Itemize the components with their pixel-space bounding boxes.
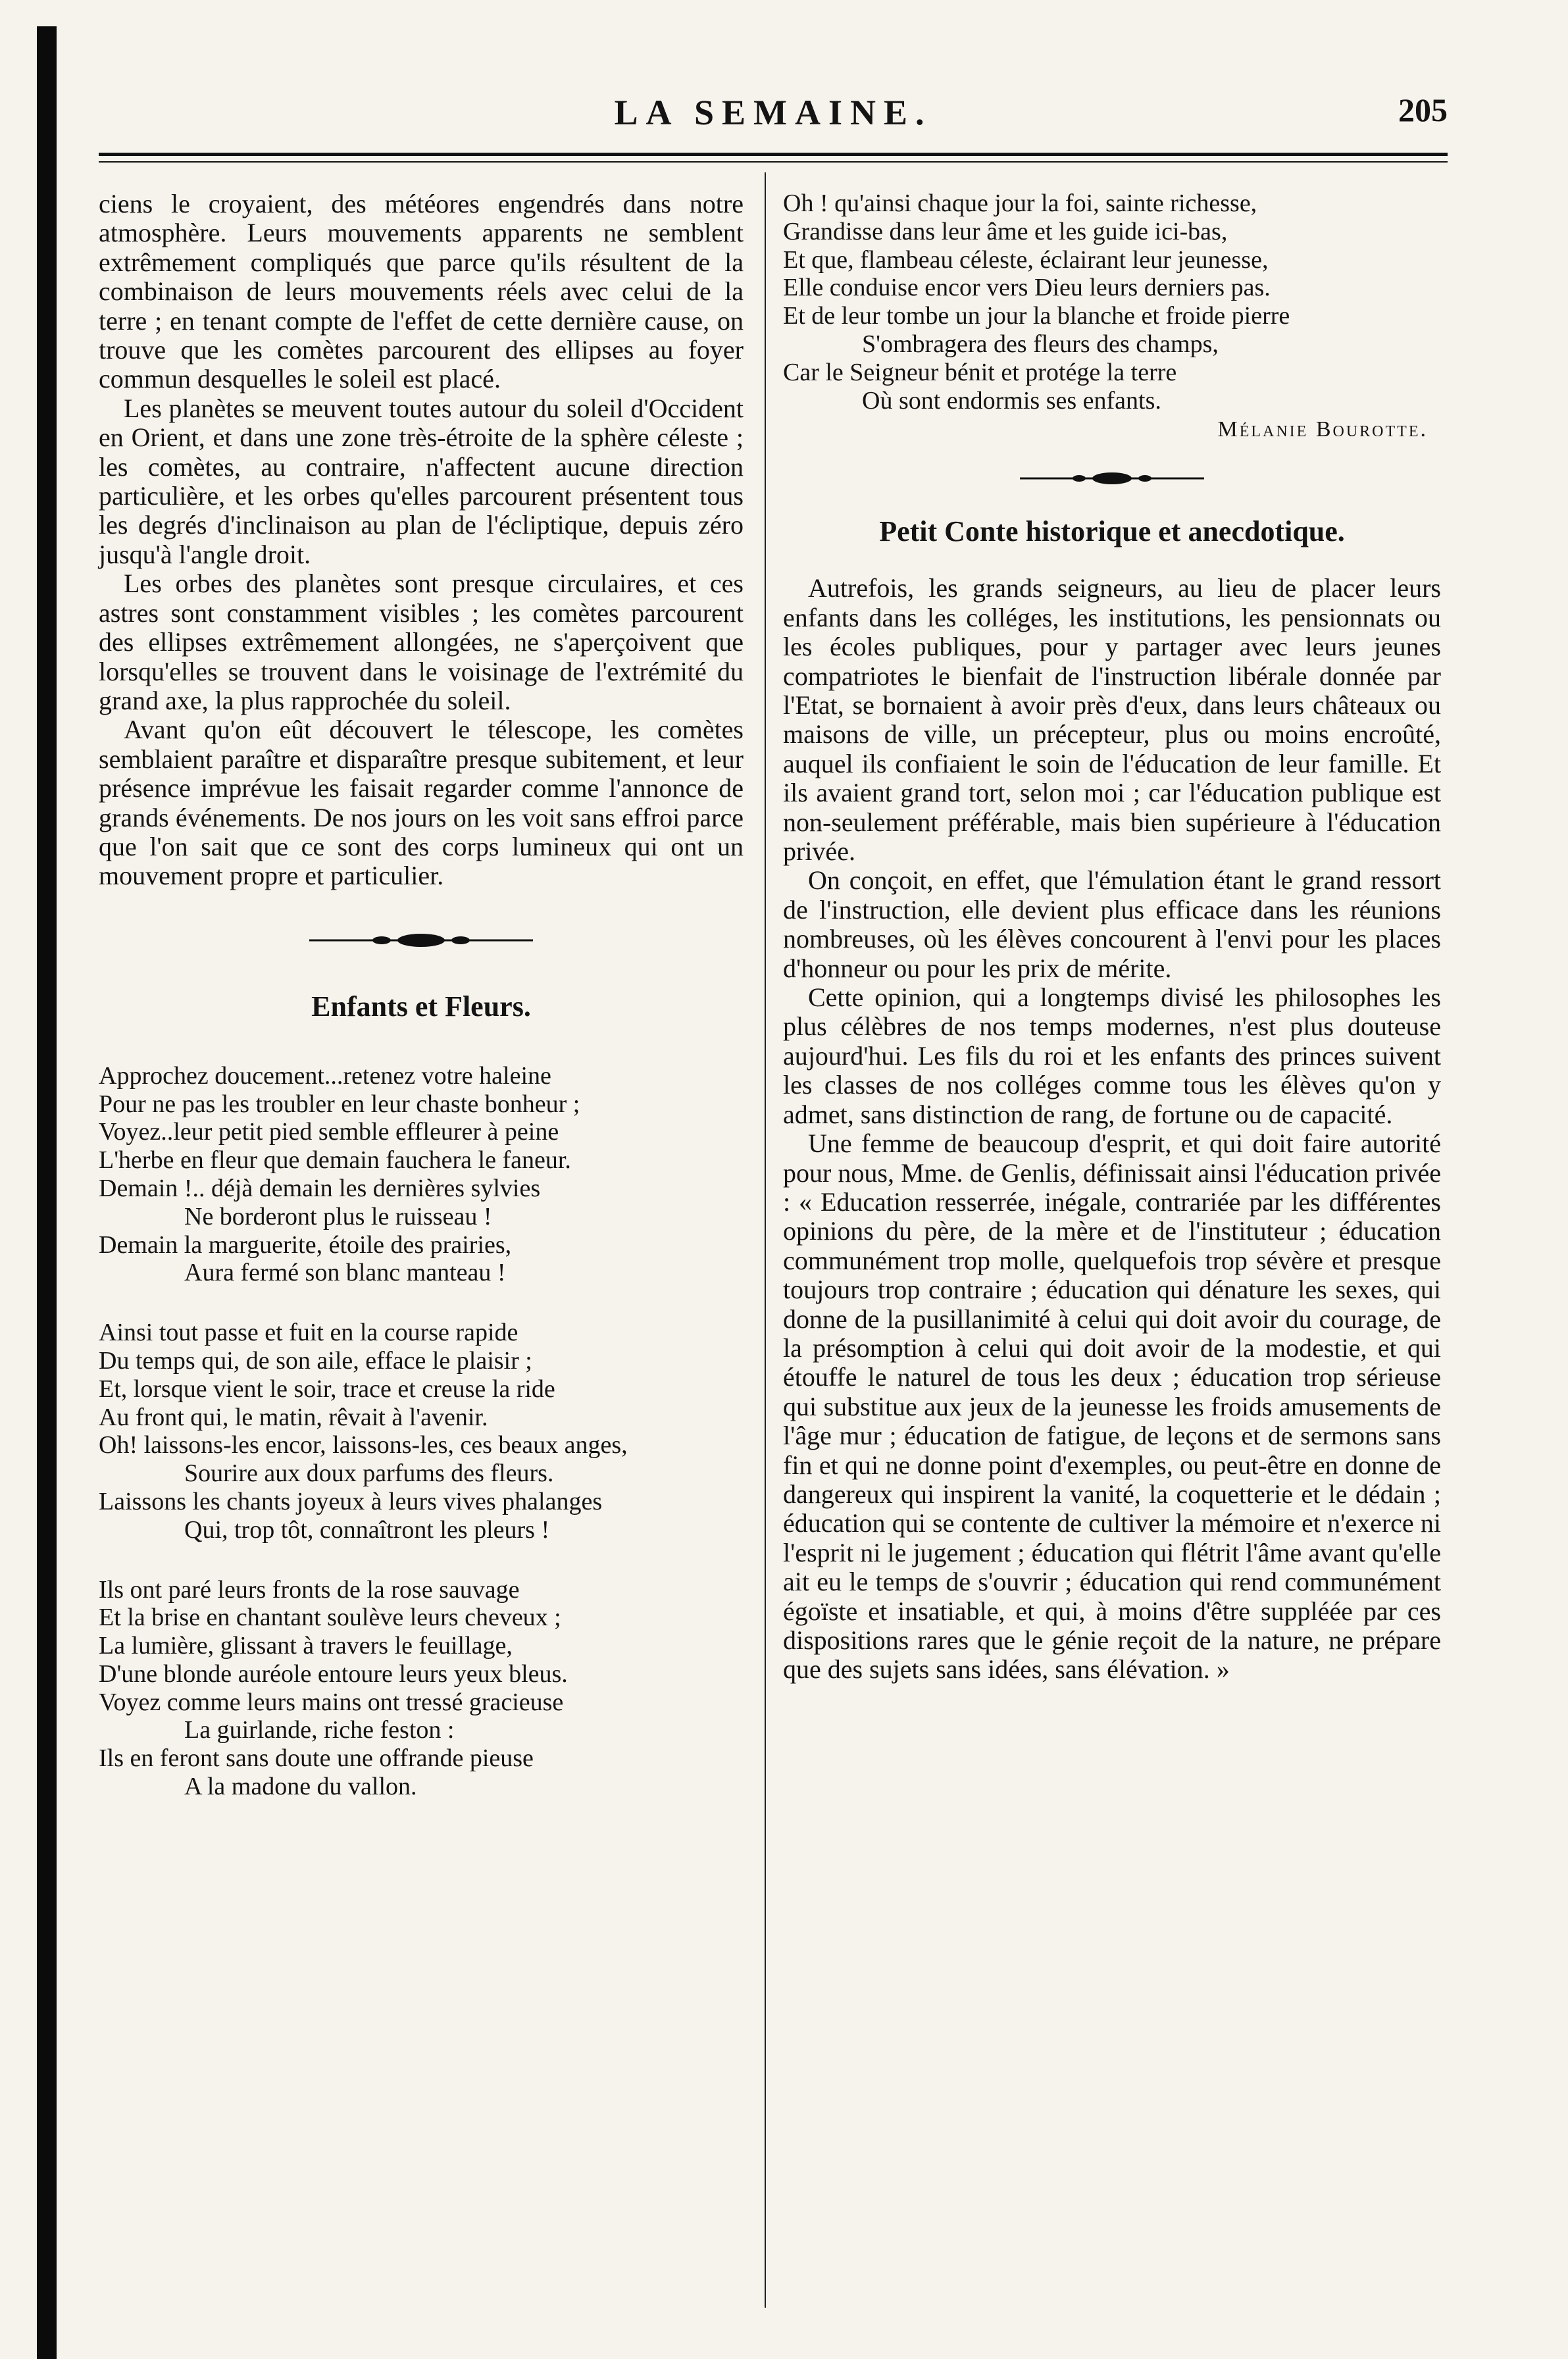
right-column (783, 190, 1441, 1685)
poem-line: Oh! laissons-les encor, laissons-les, ces beaux anges, (99, 1431, 628, 1459)
poem-stanza (99, 1319, 744, 1544)
poem-line: Au front qui, le matin, rêvait à l'avenir. (99, 1403, 488, 1431)
poem-line: A la madone du vallon. (184, 1773, 417, 1801)
poem-line: Voyez comme leurs mains ont tressé gracieuse (99, 1688, 564, 1716)
poem-line: Ainsi tout passe et fuit en la course rapide (99, 1319, 518, 1347)
poem-line: La guirlande, riche feston : (184, 1716, 455, 1744)
poem-line: Grandisse dans leur âme et les guide ici-bas, (783, 217, 1228, 245)
poem-line: Et que, flambeau céleste, éclairant leur jeunesse, (783, 245, 1269, 274)
poem-stanza (99, 1062, 744, 1287)
poem-line: Et la brise en chantant soulève leurs cheveux ; (99, 1604, 561, 1632)
poem-line: Oh ! qu'ainsi chaque jour la foi, sainte richesse, (783, 190, 1257, 217)
poem-line: Elle conduise encor vers Dieu leurs derniers pas. (783, 274, 1271, 302)
page-number: 205 (1398, 91, 1448, 128)
story-paragraph: On conçoit, en effet, que l'émulation étant le grand ressort de l'instruction, elle devient plus efficace dans les réunions nombreuses, où les élèves concourent à l'envi pour les places d'honneur ou pour les prix de mérite. (783, 865, 1441, 983)
poem-continuation (783, 190, 1441, 415)
poem-line: Ils en feront sans doute une offrande pieuse (99, 1744, 534, 1773)
header-rule-thick (99, 153, 1448, 156)
poem-line: L'herbe en fleur que demain fauchera le faneur. (99, 1146, 571, 1175)
poem-line: Sourire aux doux parfums des fleurs. (184, 1459, 554, 1488)
poem-line: Ils ont paré leurs fronts de la rose sauvage (99, 1575, 520, 1604)
poem-line: Où sont endormis ses enfants. (862, 386, 1161, 415)
newspaper-page (99, 0, 1448, 2359)
ornament-divider-icon (303, 930, 540, 950)
story-paragraph: Autrefois, les grands seigneurs, au lieu de placer leurs enfants dans les colléges, les institutions, les pensionnats ou les écoles publiques, pour y partager avec leurs jeunes compatriotes le bienfait de l'instruction libérale donnée par l'Etat, se bornaient à avoir près d'eux, dans leurs châteaux ou maisons de ville, un précepteur, plus ou moins encroûté, auquel ils confiaient le soin de l'éducation de leur famille. Et ils avaient grand tort, selon moi ; car l'éducation publique est non-seulement préférable, mais bien supérieure à l'éducation privée. (783, 573, 1441, 867)
poem-line: Du temps qui, de son aile, efface le plaisir ; (99, 1346, 532, 1375)
page-header (99, 86, 1448, 145)
poem-signature: Mélanie Bourotte. (1217, 417, 1428, 442)
journal-title: LA SEMAINE. (614, 93, 932, 132)
poem-line: Ne borderont plus le ruisseau ! (184, 1202, 492, 1230)
poem-title: Enfants et Fleurs. (311, 990, 531, 1023)
story-paragraph: Cette opinion, qui a longtemps divisé les philosophes les plus célèbres de nos temps modernes, n'est plus douteuse aujourd'hui. Les fils du roi et les enfants des princes suivent les classes de nos colléges comme tous les élèves qu'on y admet, sans distinction de rang, de fortune ou de capacité. (783, 982, 1441, 1129)
poem-line: Voyez..leur petit pied semble effleurer à peine (99, 1118, 559, 1146)
header-rule-thin (99, 161, 1448, 163)
article-paragraph: Les orbes des planètes sont presque circulaires, et ces astres sont constamment visibles ; les comètes parcourent des ellipses extrêmement allongées, ne s'aperçoivent que lorsqu'elles se trouvent dans le voisinage de l'extrémité du grand axe, la plus rapprochée du soleil. (99, 569, 744, 715)
section-ornament (99, 891, 744, 990)
column-divider (765, 172, 766, 2308)
poem-stanza (99, 1576, 744, 1801)
page-binding-edge (37, 26, 57, 2359)
poem-line: Et de leur tombe un jour la blanche et froide pierre (783, 302, 1290, 330)
poem-line: Et, lorsque vient le soir, trace et creuse la ride (99, 1375, 555, 1403)
poem-line: Demain !.. déjà demain les dernières sylvies (99, 1174, 541, 1202)
article-paragraph: Les planètes se meuvent toutes autour du soleil d'Occident en Orient, et dans une zone très-étroite de la sphère céleste ; les comètes, au contraire, n'affectent aucune direction particulière, et les orbes qu'elles parcourent présentent tous les degrés d'inclinaison au plan de l'écliptique, depuis zéro jusqu'à l'angle droit. (99, 393, 744, 569)
poem-line: La lumière, glissant à travers le feuillage, (99, 1632, 513, 1660)
story-paragraph: Une femme de beaucoup d'esprit, et qui doit faire autorité pour nous, Mme. de Genlis, définissait ainsi l'éducation privée : « Education resserrée, inégale, contrariée par les différentes opinions du père, de la mère et de l'instituteur ; éducation communément trop molle, quelquefois trop sévère et presque toujours trop contraire ; éducation qui dénature les sexes, qui donne de la pusillanimité à celui qui doit avoir du courage, de la présomption à celui qui doit avoir de la modestie, et qui étouffe le naturel de tous les deux ; éducation trop sérieuse qui substitue aux jeux de la jeunesse les froids amusements de l'âge mur ; éducation de fatigue, de leçons et de sermons sans fin et qui ne donne point d'exemples, ou peut-être en donne de dangereux qui inspirent la vanité, la coquetterie et le dédain ; éducation qui se contente de cultiver la mémoire et n'exerce ni l'esprit ni le jugement ; éducation qui flétrit l'âme avant qu'elle ait eu le temps de s'ouvrir ; éducation qui rend communément égoïste et insatiable, et qui, à moins d'être suppléée par ces dispositions rares que le génie reçoit de la nature, ne prépare que des sujets sans idées, sans élévation. » (783, 1129, 1441, 1685)
section-ornament (783, 442, 1441, 515)
poem-line: Car le Seigneur bénit et protége la terre (783, 358, 1177, 386)
poem-line: S'ombragera des fleurs des champs, (862, 330, 1219, 358)
article-paragraph: Avant qu'on eût découvert le télescope, les comètes semblaient paraître et disparaître presque subitement, et leur présence imprévue les faisait regarder comme l'annonce de grands événements. De nos jours on les voit sans effroi parce que l'on sait que ce sont des corps lumineux qui ont un mouvement propre et particulier. (99, 715, 744, 891)
poem-line: Approchez doucement...retenez votre haleine (99, 1061, 551, 1090)
poem (99, 1062, 744, 1801)
poem-line: Aura fermé son blanc manteau ! (184, 1259, 506, 1287)
poem-line: D'une blonde auréole entoure leurs yeux bleus. (99, 1660, 568, 1688)
article-paragraph: ciens le croyaient, des météores engendrés dans notre atmosphère. Leurs mouvements apparents ne semblent extrêmement compliqués que parce qu'ils résultent de la combinaison de leurs mouvements réels avec celui de la terre ; en tenant compte de l'effet de cette dernière cause, on trouve que les comètes parcourent des ellipses au foyer commun desquelles le soleil est placé. (99, 189, 744, 394)
poem-line: Qui, trop tôt, connaîtront les pleurs ! (184, 1515, 550, 1544)
poem-line: Laissons les chants joyeux à leurs vives phalanges (99, 1487, 603, 1515)
story-title: Petit Conte historique et anecdotique. (879, 515, 1345, 548)
poem-line: Pour ne pas les troubler en leur chaste bonheur ; (99, 1090, 580, 1118)
left-column (99, 190, 744, 1833)
ornament-divider-icon (1013, 470, 1211, 487)
poem-line: Demain la marguerite, étoile des prairies, (99, 1230, 512, 1259)
